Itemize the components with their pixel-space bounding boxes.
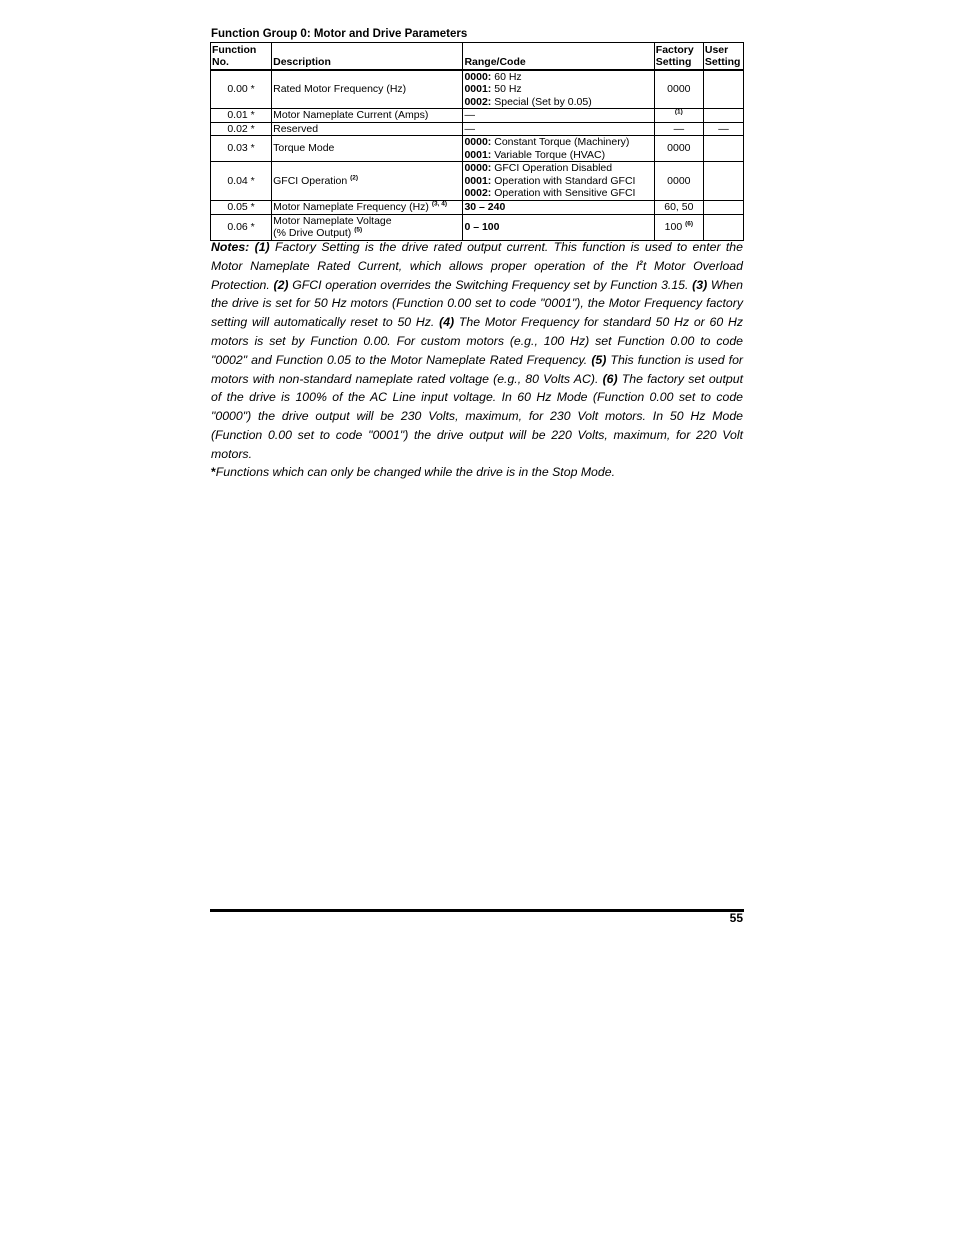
asterisk: * xyxy=(211,465,216,479)
footnote-ref: (1) xyxy=(674,108,683,116)
footnote-ref: (5) xyxy=(354,226,363,234)
description: Rated Motor Frequency (Hz) xyxy=(272,70,463,109)
table-row xyxy=(211,201,744,215)
header-description: Description xyxy=(272,43,463,70)
code: 0001: xyxy=(464,174,492,187)
range-line xyxy=(464,149,652,162)
page-number: 55 xyxy=(729,911,743,925)
range-line xyxy=(464,162,652,175)
range-code: 0 – 100 xyxy=(463,214,654,240)
description xyxy=(272,201,463,215)
code-text: GFCI Operation Disabled xyxy=(491,162,613,175)
code-text: Variable Torque (HVAC) xyxy=(491,148,606,161)
header-range: Range/Code xyxy=(463,43,654,70)
header-user-setting: User Setting xyxy=(703,43,743,70)
code-text: Constant Torque (Machinery) xyxy=(491,136,630,148)
description: Motor Nameplate Current (Amps) xyxy=(272,109,463,123)
footnote-text: Functions which can only be changed while the drive is in the Stop Mode. xyxy=(215,465,615,479)
factory-value: 100 xyxy=(664,220,686,233)
function-no: 0.05 * xyxy=(211,201,272,215)
factory-setting: 0000 xyxy=(654,162,703,201)
note-number: (4) xyxy=(439,315,455,330)
description-text: GFCI Operation xyxy=(273,174,351,187)
note-text: t Motor Overload Protection. xyxy=(211,258,743,292)
code: 0000: xyxy=(464,70,492,83)
range-code: — xyxy=(463,122,654,136)
function-no: 0.01 * xyxy=(211,109,272,123)
table-row xyxy=(211,136,744,162)
description xyxy=(272,214,463,240)
footnote-ref: (3, 4) xyxy=(431,200,448,208)
range-code xyxy=(463,136,654,162)
range-line xyxy=(464,175,652,188)
user-setting xyxy=(703,162,743,201)
range-code: — xyxy=(463,109,654,123)
footer-rule xyxy=(210,909,744,912)
code: 0001: xyxy=(464,148,492,161)
function-no: 0.04 * xyxy=(211,162,272,201)
notes-lead: Notes: (1) xyxy=(211,240,270,254)
note-number: (6) xyxy=(602,371,618,386)
table-row xyxy=(211,214,744,240)
range-code: 30 – 240 xyxy=(463,201,654,215)
range-line xyxy=(464,96,652,109)
factory-setting: 0000 xyxy=(654,136,703,162)
range-code xyxy=(463,70,654,109)
code-text: 60 Hz xyxy=(491,70,522,83)
note-number: (2) xyxy=(273,277,289,292)
note-text: GFCI operation overrides the Switching Frequency set by Function 3.15. xyxy=(288,277,693,292)
note-number: (3) xyxy=(692,277,708,292)
function-no: 0.00 * xyxy=(211,70,272,109)
stop-mode-footnote xyxy=(211,463,743,482)
description xyxy=(272,162,463,201)
description-text-2: (% Drive Output) xyxy=(273,227,355,239)
factory-setting xyxy=(654,109,703,123)
table-row xyxy=(211,70,744,109)
code-text: Operation with Sensitive GFCI xyxy=(491,187,636,200)
table-row xyxy=(211,162,744,201)
code-text: 50 Hz xyxy=(491,83,522,95)
superscript: 2 xyxy=(639,259,643,267)
description-text: Motor Nameplate Frequency (Hz) xyxy=(273,201,432,213)
code: 0002: xyxy=(464,187,492,200)
table-row xyxy=(211,122,744,136)
range-code xyxy=(463,162,654,201)
range-line xyxy=(464,187,652,200)
range-line xyxy=(464,136,652,149)
header-factory-setting: Factory Setting xyxy=(654,43,703,70)
function-no: 0.02 * xyxy=(211,122,272,136)
footnote-ref: (6) xyxy=(685,220,694,228)
notes-paragraph xyxy=(211,238,743,464)
note-number: (5) xyxy=(591,352,607,367)
table-row xyxy=(211,109,744,123)
user-setting xyxy=(703,70,743,109)
description: Torque Mode xyxy=(272,136,463,162)
note-text: Factory Setting is the drive rated output current. This function is used to enter the Motor Nameplate Rated Current, which allows proper operation of the I xyxy=(211,240,743,273)
note-text: The Motor Frequency for standard 50 Hz or 60 Hz motors is set by Function 0.00. For custom motors (e.g., 100 Hz) set Function 0.00 to code "0002" and Function 0.05 to the Motor Nameplate Rated Frequency. xyxy=(211,315,744,367)
user-setting xyxy=(703,201,743,215)
user-setting: — xyxy=(703,122,743,136)
code: 0001: xyxy=(464,83,492,95)
footnote-ref: (2) xyxy=(350,174,359,182)
code: 0000: xyxy=(464,162,492,175)
parameter-table xyxy=(210,42,744,241)
note-text: This function is used for motors with non-standard nameplate rated voltage (e.g., 80 Volts AC). xyxy=(211,352,744,386)
range-line xyxy=(464,83,652,96)
factory-setting xyxy=(654,214,703,240)
note-text: When the drive is set for 50 Hz motors (Function 0.00 set to code "0001"), the Motor Frequency factory setting will automatically reset to 50 Hz. xyxy=(211,277,743,330)
description: Reserved xyxy=(272,122,463,136)
code-text: Operation with Standard GFCI xyxy=(491,174,636,187)
note-text: The factory set output of the drive is 100% of the AC Line input voltage. In 60 Hz Mode (Function 0.00 set to code "0000") the drive output will be 230 Volts, maximum, for 230 Volt motors. In 50 Hz Mode (Function 0.00 set to code "0001") the drive output will be 220 Volts, maximum, for 220 Volt motors. xyxy=(211,371,744,461)
function-no: 0.06 * xyxy=(211,214,272,240)
description-text: Motor Nameplate Voltage xyxy=(273,214,392,227)
function-no: 0.03 * xyxy=(211,136,272,162)
code-text: Special (Set by 0.05) xyxy=(491,95,592,108)
factory-setting: — xyxy=(654,122,703,136)
user-setting xyxy=(703,136,743,162)
code: 0000: xyxy=(464,136,492,148)
table-header-row xyxy=(211,43,744,70)
user-setting xyxy=(703,214,743,240)
factory-setting: 0000 xyxy=(654,70,703,109)
user-setting xyxy=(703,109,743,123)
factory-setting: 60, 50 xyxy=(654,201,703,215)
code: 0002: xyxy=(464,95,492,108)
header-function-no: Function No. xyxy=(211,43,272,70)
table-title: Function Group 0: Motor and Drive Parameters xyxy=(211,28,468,40)
range-line xyxy=(464,71,652,84)
